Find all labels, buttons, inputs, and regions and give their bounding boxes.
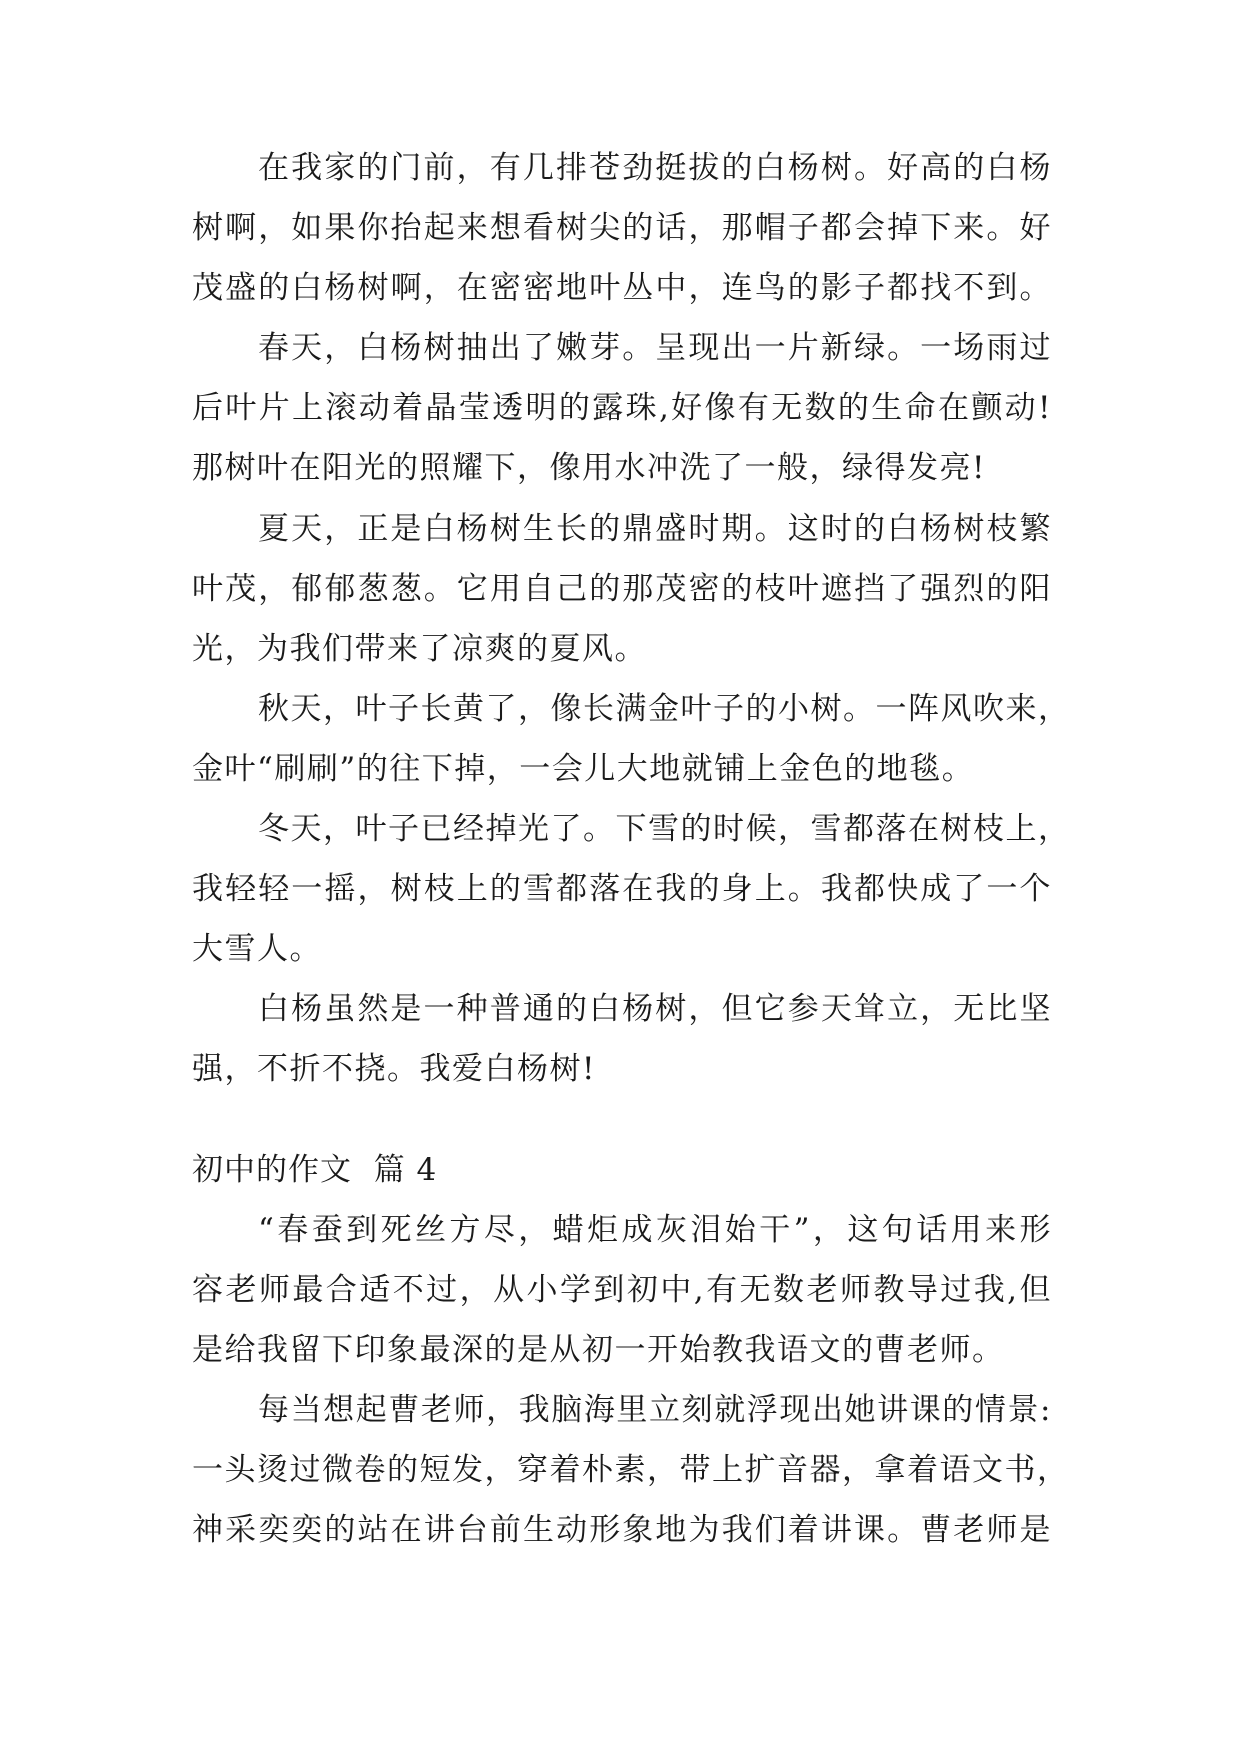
section-heading: 初中的作文 篇 4 bbox=[192, 1152, 438, 1188]
text-line: 夏天，正是白杨树生长的鼎盛时期。这时的白杨树枝繁 bbox=[258, 511, 1052, 547]
text-line: 在我家的门前，有几排苍劲挺拔的白杨树。好高的白杨 bbox=[258, 150, 1052, 186]
text-line: 那树叶在阳光的照耀下，像用水冲洗了一般，绿得发亮! bbox=[192, 450, 986, 486]
text-line: 春天，白杨树抽出了嫩芽。呈现出一片新绿。一场雨过 bbox=[258, 330, 1052, 366]
text-line: 冬天，叶子已经掉光了。下雪的时候，雪都落在树枝上， bbox=[258, 811, 1071, 847]
text-line: 一头烫过微卷的短发，穿着朴素，带上扩音器，拿着语文书， bbox=[192, 1452, 1070, 1488]
text-line: 光，为我们带来了凉爽的夏风。 bbox=[192, 631, 647, 667]
text-line: 容老师最合适不过，从小学到初中,有无数老师教导过我,但 bbox=[192, 1272, 1052, 1308]
text-line: 是给我留下印象最深的是从初一开始教我语文的曹老师。 bbox=[192, 1332, 1005, 1368]
text-line: 白杨虽然是一种普通的白杨树，但它参天耸立，无比坚 bbox=[258, 991, 1052, 1027]
text-line: 茂盛的白杨树啊，在密密地叶丛中，连鸟的影子都找不到。 bbox=[192, 270, 1052, 306]
text-line: “春蚕到死丝方尽，蜡炬成灰泪始干”，这句话用来形 bbox=[258, 1212, 1052, 1248]
text-line: 树啊，如果你抬起来想看树尖的话，那帽子都会掉下来。好 bbox=[192, 210, 1052, 246]
text-line: 秋天，叶子长黄了，像长满金叶子的小树。一阵风吹来， bbox=[258, 691, 1071, 727]
text-line: 叶茂，郁郁葱葱。它用自己的那茂密的枝叶遮挡了强烈的阳 bbox=[192, 571, 1052, 607]
text-line: 强，不折不挠。我爱白杨树! bbox=[192, 1051, 596, 1087]
text-line: 金叶“刷刷”的往下掉，一会儿大地就铺上金色的地毯。 bbox=[192, 751, 975, 787]
text-line: 我轻轻一摇，树枝上的雪都落在我的身上。我都快成了一个 bbox=[192, 871, 1052, 907]
text-line: 每当想起曹老师，我脑海里立刻就浮现出她讲课的情景: bbox=[258, 1392, 1052, 1428]
text-line: 大雪人。 bbox=[192, 931, 322, 967]
text-line: 神采奕奕的站在讲台前生动形象地为我们着讲课。曹老师是 bbox=[192, 1512, 1052, 1548]
text-line: 后叶片上滚动着晶莹透明的露珠,好像有无数的生命在颤动! bbox=[192, 390, 1052, 426]
